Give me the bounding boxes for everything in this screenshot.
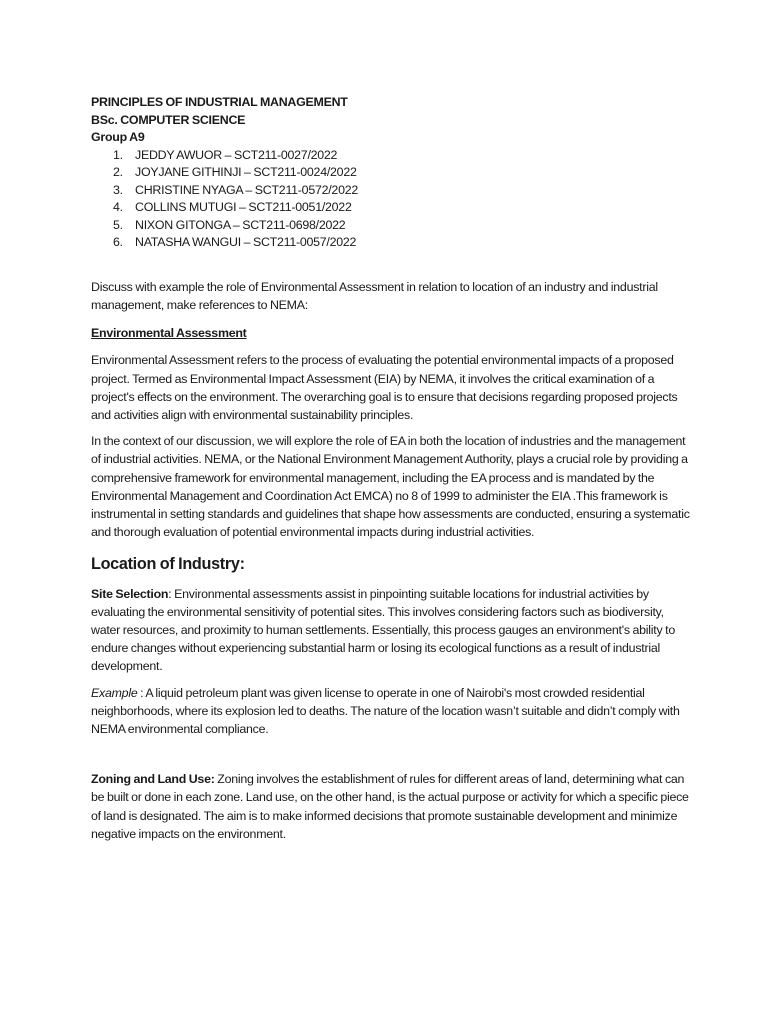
member-entry: NATASHA WANGUI – SCT211-0057/2022 (135, 235, 357, 250)
member-list (91, 147, 691, 253)
site-selection-text: : Environmental assessments assist in pinpointing suitable locations for industrial activities by evaluating the environmental sensitivity of potential sites. This involves considering factors such as biodiversity, water resources, and proximity to human settlements. Essentially, this process gauges an environment's ability to endure changes without experiencing substantial harm or losing its ecological functions as a result of industrial development. (91, 586, 675, 674)
list-item (91, 199, 691, 217)
paragraph-zoning (91, 770, 691, 843)
list-number: 5. (113, 217, 123, 232)
member-entry: CHRISTINE NYAGA – SCT211-0572/2022 (135, 182, 359, 197)
zoning-label: Zoning and Land Use: (91, 772, 215, 787)
group-name: Group A9 (91, 130, 145, 144)
member-entry: JOYJANE GITHINJI – SCT211-0024/2022 (135, 165, 357, 180)
list-item (91, 217, 691, 235)
section-heading-location-of-industry: Location of Industry: (91, 554, 245, 573)
list-number: 4. (113, 200, 123, 215)
list-item (91, 234, 691, 252)
list-item (91, 147, 691, 165)
list-number: 3. (113, 182, 123, 197)
example-label: Example (91, 685, 138, 700)
program-name: BSc. COMPUTER SCIENCE (91, 112, 246, 127)
site-selection-label: Site Selection (91, 586, 169, 601)
course-title: PRINCIPLES OF INDUSTRIAL MANAGEMENT (91, 95, 348, 109)
paragraph-ea-context: In the context of our discussion, we will explore the role of EA in both the location of industries and the management of industrial activities. NEMA, or the National Environment Management Authority, plays a crucial role by providing a comprehensive framework for environmental management, including the EA process and is mandated by the Environmental Management and Coordination Act EMCA) no 8 of 1999 to administer the EIA .This framework is instrumental in setting standards and guidelines that shape how assessments are conducted, ensuring a systematic and thorough evaluation of potential environmental impacts during industrial activities. (91, 434, 690, 540)
list-number: 1. (113, 147, 123, 162)
list-item (91, 182, 691, 200)
section-heading-environmental-assessment: Environmental Assessment (91, 326, 247, 341)
example-text: : A liquid petroleum plant was given license to operate in one of Nairobi's most crowded residential neighborhoods, where its explosion led to deaths. The nature of the location wasn’t suitable and didn’t comply with NEMA environmental compliance. (91, 685, 680, 736)
list-number: 2. (113, 165, 123, 180)
member-entry: JEDDY AWUOR – SCT211-0027/2022 (135, 147, 338, 162)
list-item (91, 164, 691, 182)
list-number: 6. (113, 235, 123, 250)
paragraph-ea-definition: Environmental Assessment refers to the process of evaluating the potential environmental impacts of a proposed project. Termed as Environmental Impact Assessment (EIA) by NEMA, it involves the critical examination of a project's effects on the environment. The overarching goal is to ensure that decisions regarding proposed projects and activities align with environmental sustainability principles. (91, 353, 678, 423)
member-entry: COLLINS MUTUGI – SCT211-0051/2022 (135, 200, 352, 215)
zoning-text: Zoning involves the establishment of rules for different areas of land, determining what can be built or done in each zone. Land use, on the other hand, is the actual purpose or activity for which a specific piece of land is designated. The aim is to make informed decisions that promote sustainable development and minimize negative impacts on the environment. (91, 772, 689, 841)
paragraph-example (91, 684, 691, 739)
document-page (91, 94, 691, 843)
question-prompt: Discuss with example the role of Environmental Assessment in relation to location of an industry and industrial management, make references to NEMA: (91, 280, 658, 313)
member-entry: NIXON GITONGA – SCT211-0698/2022 (135, 217, 346, 232)
paragraph-site-selection (91, 585, 691, 676)
